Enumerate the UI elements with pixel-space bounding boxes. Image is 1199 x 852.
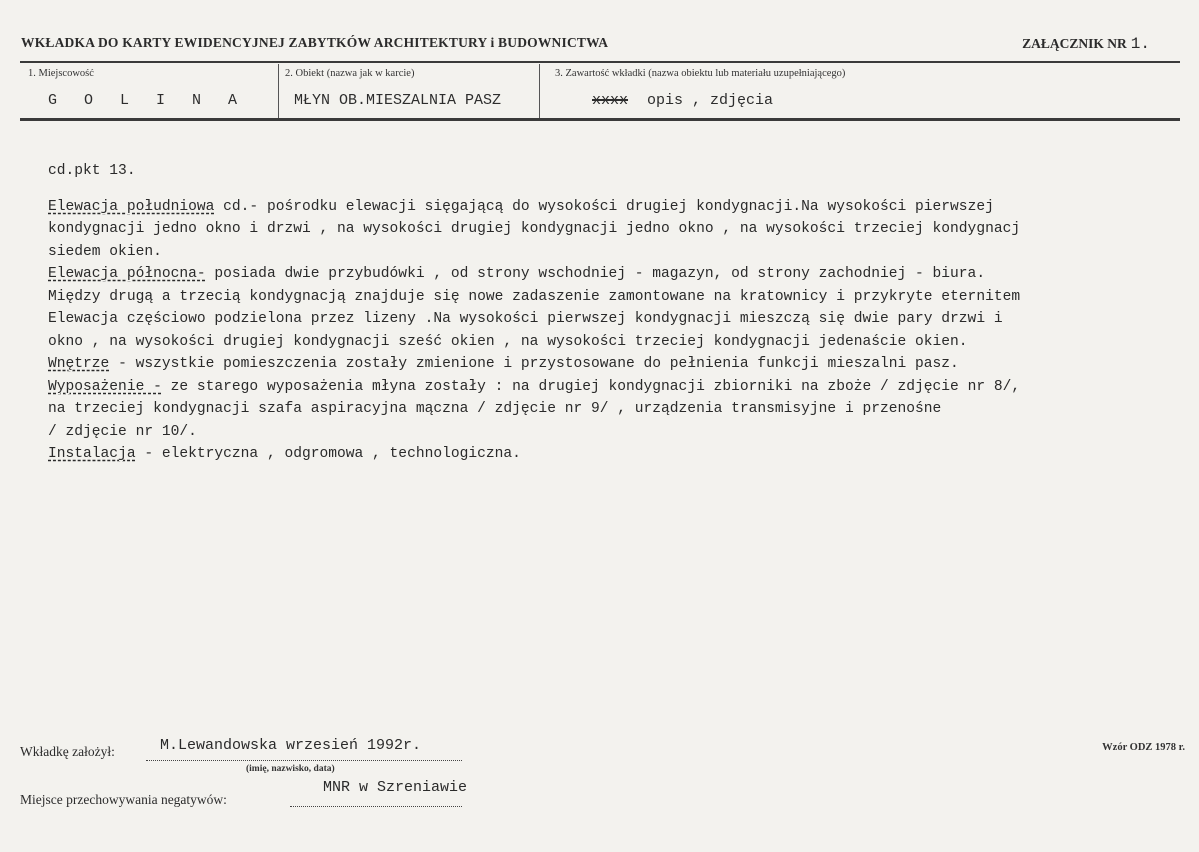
section-heading: Wyposażenie - — [48, 378, 162, 395]
locality-label: 1. Miejscowość — [28, 68, 94, 79]
locality-value: G O L I N A — [48, 92, 247, 109]
negatives-value: MNR w Szreniawie — [323, 779, 468, 796]
annex-label-text: ZAŁĄCZNIK NR — [1022, 36, 1127, 51]
fields-rule — [20, 118, 1180, 121]
author-dotted-line — [146, 760, 462, 761]
text-line: Między drugą a trzecią kondygnacją znajduje się nowe zadaszenie zamontowane na kratownicy i przykryte eternitem — [48, 288, 1021, 305]
section-heading: Elewacja północna- — [48, 266, 206, 282]
negatives-dotted-line — [290, 806, 462, 807]
text-line: ze starego wyposażenia młyna zostały : na drugiej kondygnacji zbiorniki na zboże / zdjęcie nr 8/, — [161, 378, 1021, 395]
object-label: 2. Obiekt (nazwa jak w karcie) — [285, 68, 415, 79]
text-line: cd.- pośrodku elewacji sięgającą do wysokości drugiej kondygnacji.Na wysokości pierwszej — [214, 198, 994, 215]
paragraph-north-elevation — [48, 263, 1188, 286]
author-label: Wkładkę założył: — [20, 744, 115, 759]
annex-label — [1022, 35, 1150, 53]
paragraph-installation — [48, 443, 1188, 466]
text-line: okno , na wysokości drugiej kondygnacji sześć okien , na wysokości trzeciej kondygnacji jedenaście okien. — [48, 333, 968, 350]
header-rule — [20, 61, 1180, 63]
contents-struck-text: xxxx — [592, 92, 629, 109]
author-hint: (imię, nazwisko, data) — [246, 764, 335, 774]
paragraph-south-elevation — [48, 196, 1188, 219]
contents-label: 3. Zawartość wkładki (nazwa obiektu lub materiału uzupełniającego) — [555, 68, 846, 79]
description-body — [48, 160, 1188, 466]
field-divider — [539, 64, 540, 118]
author-value: M.Lewandowska wrzesień 1992r. — [160, 737, 422, 754]
text-line: / zdjęcie nr 10/. — [48, 423, 197, 440]
negatives-label: Miejsce przechowywania negatywów: — [20, 792, 227, 807]
contents-value-line — [592, 92, 773, 109]
section-heading: Wnętrze — [48, 356, 110, 372]
object-value: MŁYN OB.MIESZALNIA PASZ — [294, 92, 502, 109]
paragraph-equipment — [48, 376, 1188, 399]
text-line: - elektryczna , odgromowa , technologiczna. — [135, 446, 521, 462]
section-heading: Instalacja — [48, 446, 136, 462]
text-line: siedem okien. — [48, 243, 162, 260]
annex-number: 1. — [1130, 35, 1150, 53]
text-line: posiada dwie przybudówki , od strony wschodniej - magazyn, od strony zachodniej - biura. — [205, 266, 986, 282]
form-code: Wzór ODZ 1978 r. — [1102, 742, 1185, 753]
section-heading: Elewacja południowa — [48, 198, 215, 215]
field-divider — [278, 64, 279, 118]
text-line: na trzeciej kondygnacji szafa aspiracyjna mączna / zdjęcie nr 9/ , urządzenia transmisyjne i przenośne — [48, 401, 942, 417]
text-line: Elewacja częściowo podzielona przez lizeny .Na wysokości pierwszej kondygnacji mieszczą się dwie pary drzwi i — [48, 311, 1003, 327]
form-title: WKŁADKA DO KARTY EWIDENCYJNEJ ZABYTKÓW ARCHITEKTURY i BUDOWNICTWA — [21, 35, 609, 50]
intro-line: cd.pkt 13. — [48, 163, 136, 179]
text-line: - wszystkie pomieszczenia zostały zmienione i przystosowane do pełnienia funkcji mieszalni pasz. — [109, 356, 959, 372]
contents-value: opis , zdjęcia — [647, 92, 774, 109]
paragraph-interior — [48, 353, 1188, 376]
text-line: kondygnacji jedno okno i drzwi , na wysokości drugiej kondygnacji jedno okno , na wysokości trzeciej kondygnacj — [48, 221, 1021, 237]
